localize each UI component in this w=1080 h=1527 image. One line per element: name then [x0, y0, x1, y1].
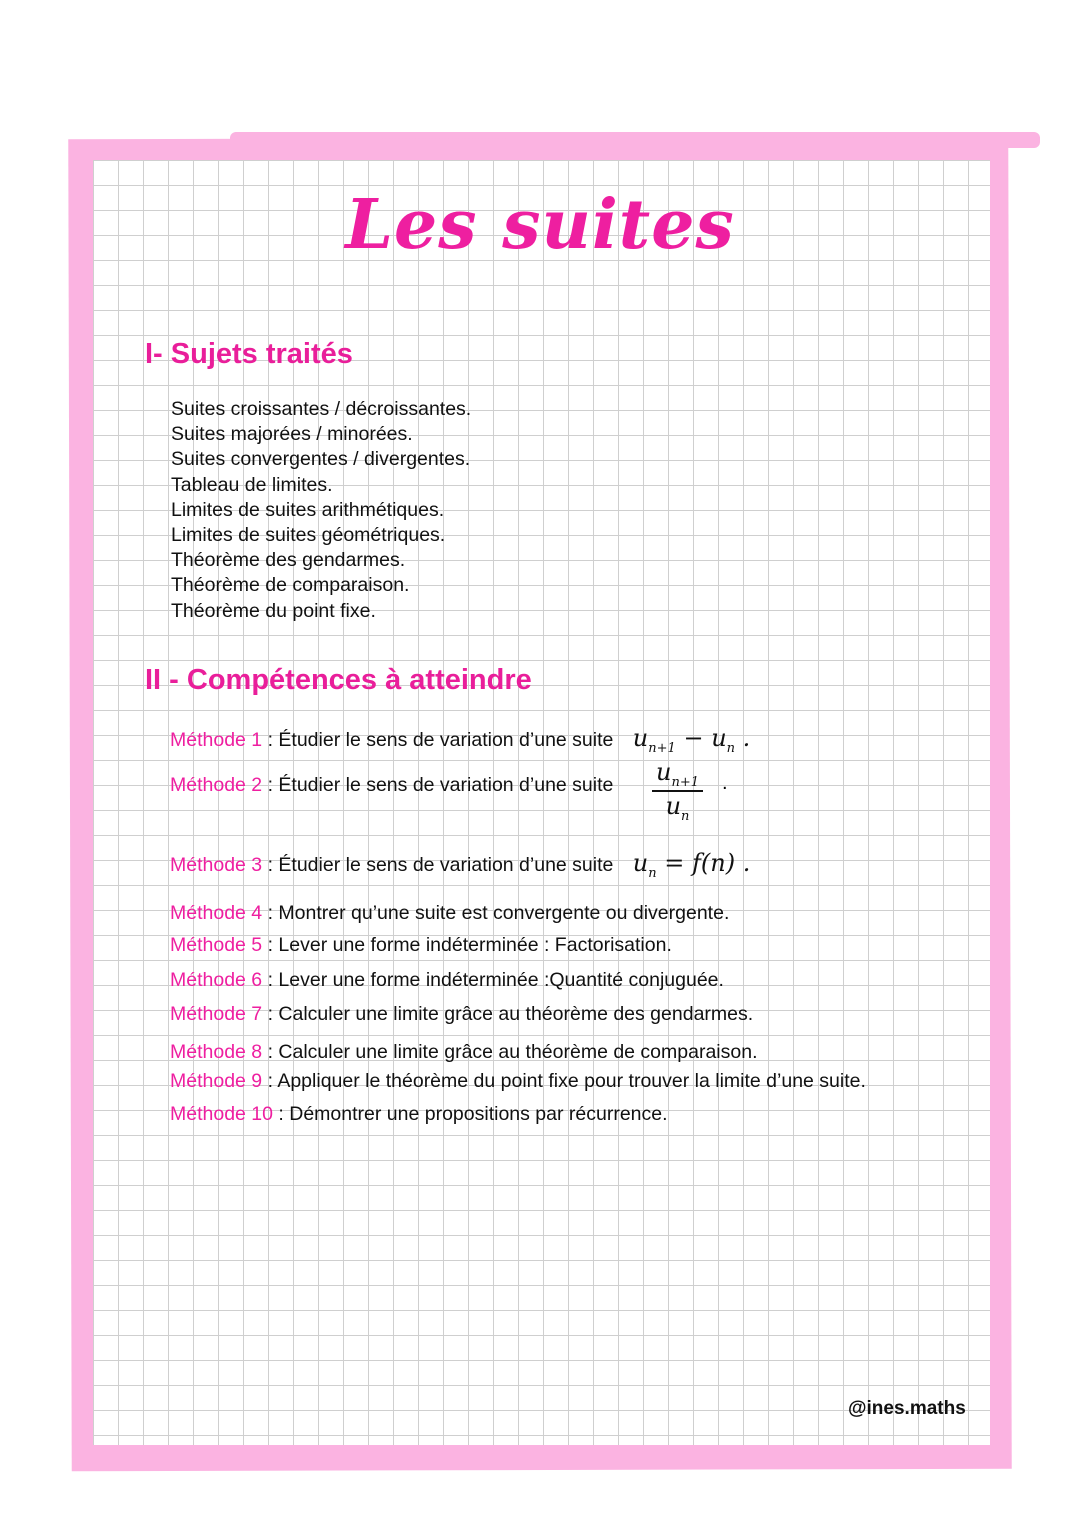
method-text: : Lever une forme indéterminée :Quantité conjuguée.	[262, 969, 724, 991]
method-text: : Étudier le sens de variation d’une suite	[262, 774, 614, 796]
formula-period: .	[722, 772, 728, 794]
page-title: Les suites	[345, 185, 735, 265]
list-item: Limites de suites arithmétiques.	[171, 498, 445, 521]
list-item: Théorème de comparaison.	[171, 574, 410, 597]
method-label: Méthode 4	[170, 902, 263, 924]
method-label: Méthode 9	[170, 1070, 263, 1092]
method-item	[170, 902, 729, 925]
method-label: Méthode 6	[170, 969, 263, 991]
method-text: : Lever une forme indéterminée : Factorisation.	[262, 934, 672, 956]
method-item	[170, 1070, 866, 1093]
method-label: Méthode 3	[170, 854, 263, 876]
method-item	[170, 1103, 668, 1126]
method-item	[170, 774, 613, 797]
list-item: Théorème du point fixe.	[171, 599, 376, 622]
list-item: Suites croissantes / décroissantes.	[171, 398, 472, 420]
method-item	[170, 1003, 753, 1026]
method-label: Méthode 7	[170, 1003, 263, 1025]
method-item	[170, 724, 750, 756]
method-text: : Étudier le sens de variation d’une suite	[262, 729, 614, 751]
list-item: Suites majorées / minorées.	[171, 423, 413, 446]
method-label: Méthode 1	[170, 729, 263, 751]
method-text: : Étudier le sens de variation d’une suite	[262, 854, 614, 876]
method-text: : Calculer une limite grâce au théorème des gendarmes.	[262, 1003, 754, 1025]
method-label: Méthode 5	[170, 934, 263, 956]
method-item	[170, 969, 724, 992]
formula-fraction: $\frac{u_{n+1}}{u_n}$	[652, 758, 703, 824]
method-item	[170, 1041, 758, 1064]
list-item: Limites de suites géométriques.	[171, 524, 446, 547]
method-label: Méthode 8	[170, 1041, 263, 1063]
method-text: : Appliquer le théorème du point fixe pour trouver la limite d’une suite.	[262, 1070, 866, 1092]
topics-list	[171, 397, 471, 624]
method-item	[170, 934, 672, 957]
list-item: Théorème des gendarmes.	[171, 549, 406, 572]
method-label: Méthode 10	[170, 1103, 273, 1125]
method-label: Méthode 2	[170, 774, 263, 796]
method-text: : Démontrer une propositions par récurrence.	[273, 1103, 668, 1125]
author-signature: @ines.maths	[848, 1398, 966, 1419]
list-item: Suites convergentes / divergentes.	[171, 448, 471, 471]
section-heading-skills: II - Compétences à atteindre	[145, 664, 532, 696]
method-text: : Calculer une limite grâce au théorème de comparaison.	[262, 1041, 758, 1063]
method-text: : Montrer qu’une suite est convergente ou divergente.	[262, 902, 730, 924]
list-item: Tableau de limites.	[171, 473, 333, 496]
method-item	[170, 849, 750, 881]
section-heading-topics: I- Sujets traités	[145, 338, 353, 370]
formula: $u_n = f(n)$ .	[632, 849, 751, 881]
formula: $u_{n+1} - u_n$ .	[632, 724, 751, 756]
